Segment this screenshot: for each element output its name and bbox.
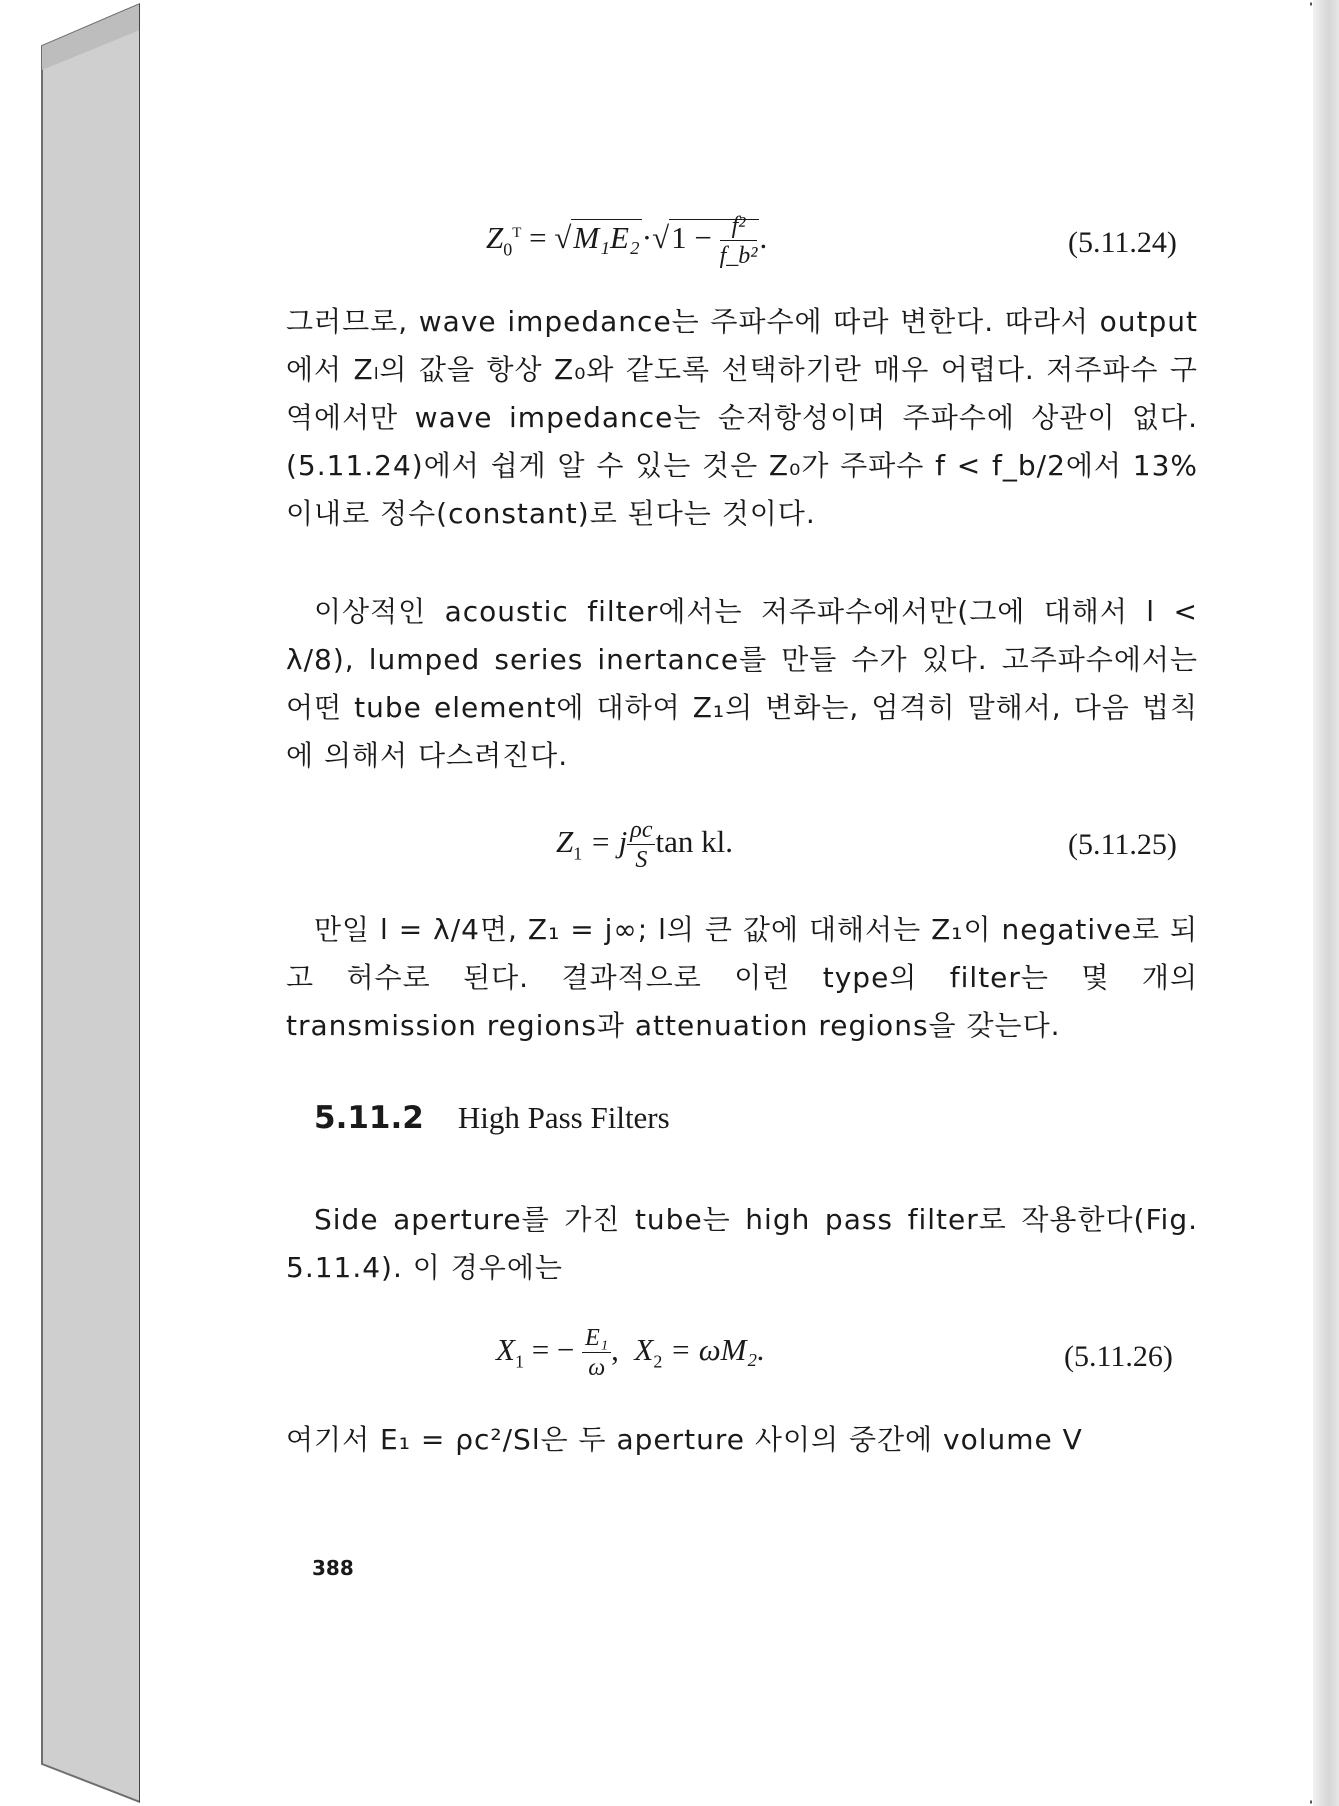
book-page — [140, 0, 1310, 1806]
equation-label-5-11-24: (5.11.24) — [1068, 226, 1177, 259]
page-right-edge — [1313, 0, 1339, 1806]
equation-label-5-11-26: (5.11.26) — [1064, 1340, 1173, 1373]
paragraph-4: Side aperture를 가진 tube는 high pass filter로 작용한다(Fig. 5.11.4). 이 경우에는 — [286, 1203, 1198, 1284]
section-number: 5.11.2 — [314, 1100, 424, 1136]
section-heading — [314, 1100, 670, 1136]
paragraph-3: 만일 l = λ/4면, Z₁ = j∞; l의 큰 값에 대해서는 Z₁이 negative로 되고 허수로 된다. 결과적으로 이런 type의 filter는 몇 개의 transmission regions과 attenuation regions을 갖는다. — [286, 913, 1198, 1042]
paragraph-1: 그러므로, wave impedance는 주파수에 따라 변한다. 따라서 output에서 Zₗ의 값을 항상 Z₀와 같도록 선택하기란 매우 어렵다. 저주파수 구역에서만 wave impedance는 순저항성이며 주파수에 상관이 없다. (5.11.24)에서 쉽게 알 수 있는 것은 Z₀가 주파수 f < f_b/2에서 13% 이내로 정수(constant)로 된다는 것이다. — [286, 305, 1198, 530]
equation-5-11-26: $X_1$ = − $\frac{\text{E₁}}{\omega}$ , $X_2 = \omega M_2$. — [496, 1325, 766, 1381]
paragraph-2: 이상적인 acoustic filter에서는 저주파수에서만(그에 대해서 l < λ/8), lumped series inertance를 만들 수가 있다. 고주파수에서는 어떤 tube element에 대하여 Z₁의 변화는, 엄격히 말해서, 다음 법칙에 의해서 다스려진다. — [286, 595, 1198, 772]
page-number: 388 — [312, 1556, 354, 1580]
section-title: High Pass Filters — [457, 1100, 670, 1135]
equation-5-11-24: $Z_0^T = √M_1E_2\cdot√1$ − $\frac{\text{f²}}{\text{f\_b²}}$ . — [486, 213, 768, 269]
equation-label-5-11-25: (5.11.25) — [1068, 828, 1177, 861]
paragraph-5: 여기서 E₁ = ρc²/Sl은 두 aperture 사이의 중간에 volume V — [286, 1423, 1083, 1456]
equation-5-11-25: $Z_1 = j$ $\frac{\rho c}{S}$ tan kl. — [556, 817, 733, 873]
